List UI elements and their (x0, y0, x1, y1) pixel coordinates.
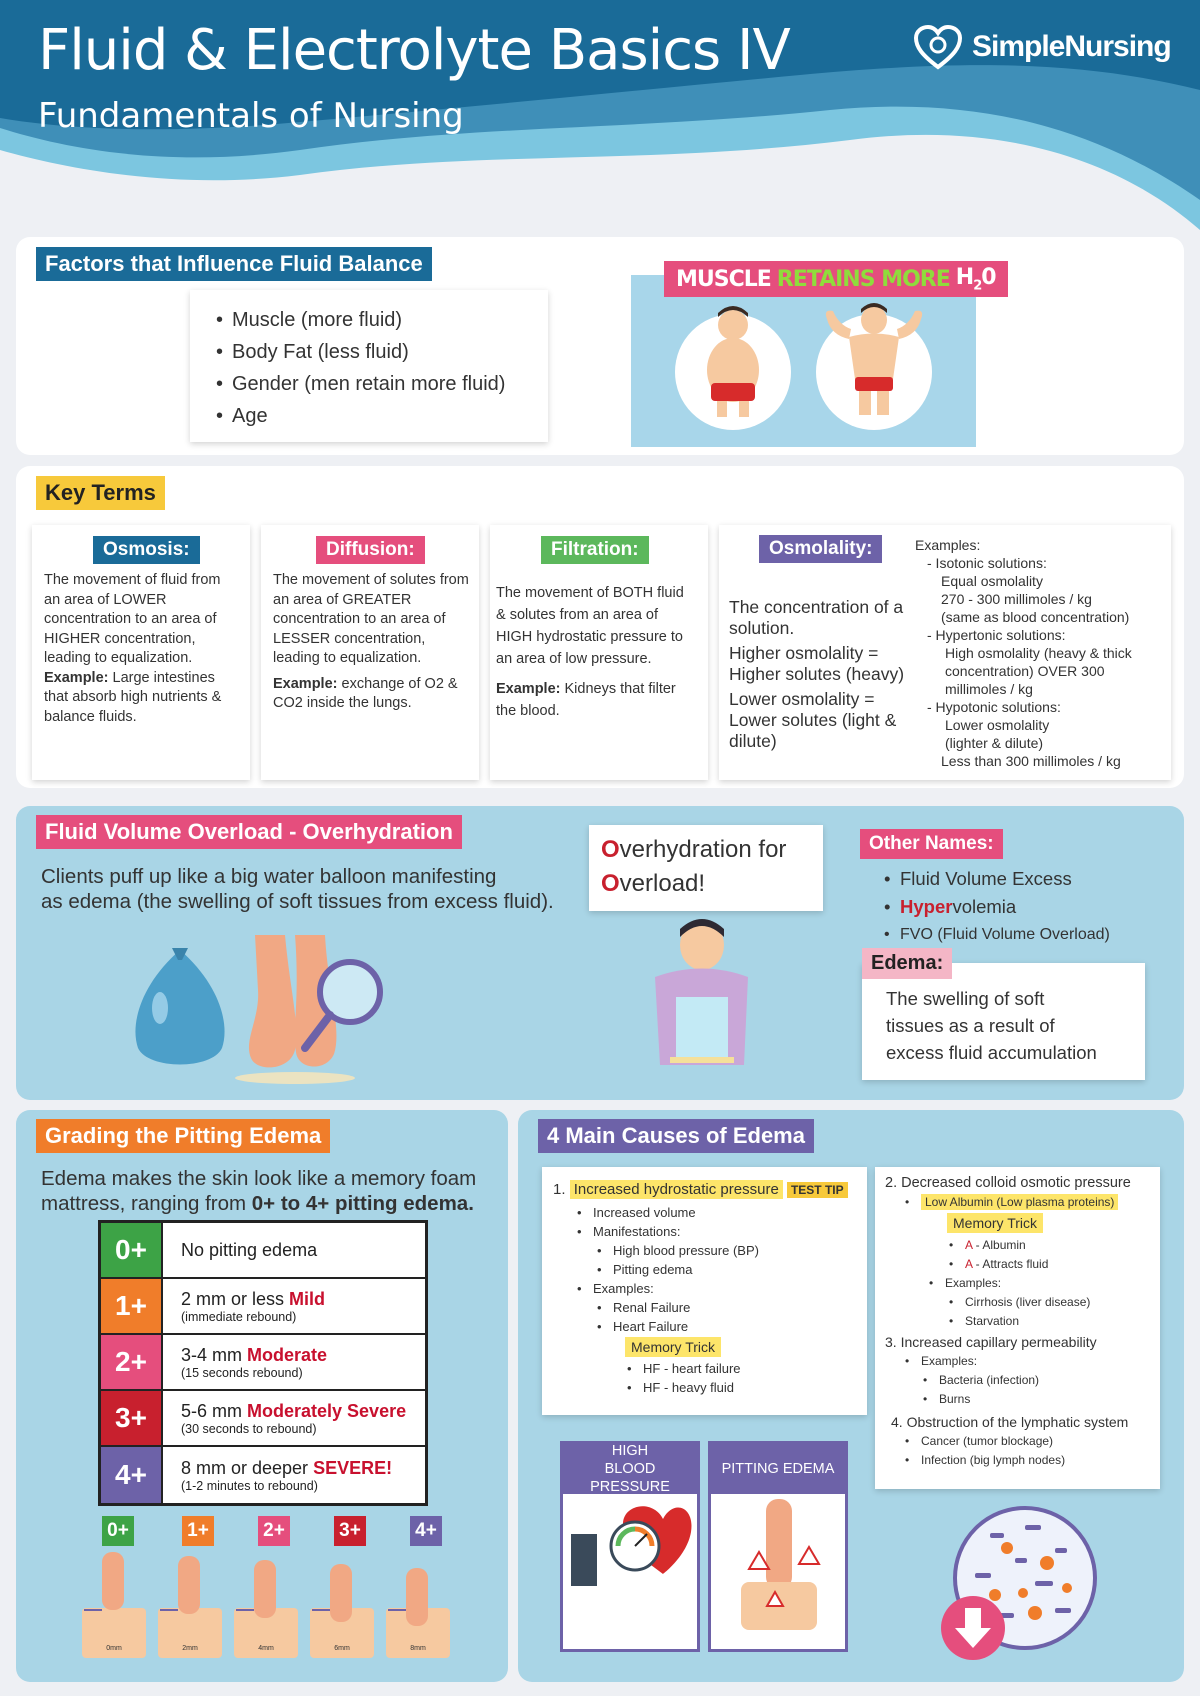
diffusion-example: exchange of O2 & CO2 inside the lungs. (273, 675, 458, 711)
finger-illustration (232, 1516, 300, 1660)
key-terms-heading: Key Terms (36, 476, 165, 510)
trick-text: - Albumin (972, 1238, 1026, 1252)
pitting-finger-illustrations (80, 1516, 460, 1660)
table-row (101, 1447, 425, 1503)
finger-press-icon (308, 1550, 376, 1660)
edema-line: The swelling of soft (886, 988, 1045, 1009)
mnemonic-text: verhydration for (619, 836, 787, 863)
list-item: • Manifestations: (575, 1222, 863, 1241)
edema-line: excess fluid accumulation (886, 1042, 1097, 1063)
osmosis-label: Osmosis: (93, 536, 200, 564)
page-title: Fluid & Electrolyte Basics IV (38, 18, 790, 83)
trick-letter: A (965, 1238, 973, 1252)
high-bp-line: HIGH (611, 1443, 649, 1459)
grade-number: 0+ (101, 1223, 163, 1277)
grade-number: 2+ (101, 1335, 163, 1389)
grade-number: 3+ (101, 1391, 163, 1445)
trick-text: - Attracts fluid (972, 1257, 1049, 1271)
list-item: • HF - heart failure (625, 1359, 863, 1378)
grade-rebound: (immediate rebound) (181, 1309, 297, 1324)
finger-illustration (156, 1516, 224, 1660)
cause-title: Increased capillary permeability (900, 1334, 1097, 1350)
isotonic-label: - Isotonic solutions: (927, 555, 1047, 571)
table-row (101, 1279, 425, 1335)
muscle-illustration (631, 275, 976, 447)
factors-card (190, 290, 548, 442)
low-albumin-item: Low Albumin (Low plasma proteins) (921, 1194, 1118, 1210)
edema-label: Edema: (862, 948, 952, 979)
banner-word-muscle: MUSCLE (676, 266, 771, 292)
cause-title: Decreased colloid osmotic pressure (901, 1175, 1131, 1191)
cause-1 (553, 1180, 863, 1397)
hypertonic-label: - Hypertonic solutions: (927, 627, 1066, 643)
banner-word-h: H (955, 264, 974, 290)
grade-rebound: (1-2 minutes to rebound) (181, 1478, 318, 1493)
page-subtitle: Fundamentals of Nursing (38, 96, 464, 136)
list-item: • Infection (big lymph nodes) (903, 1451, 1157, 1470)
water-balloon-foot-illustration (120, 930, 400, 1090)
osmolality-higher: Higher osmolality = Higher solutes (heavy) (729, 643, 905, 684)
list-item (947, 1236, 1157, 1255)
list-item: • Heart Failure (595, 1317, 863, 1336)
list-item: • Renal Failure (595, 1298, 863, 1317)
filtration-example: Kidneys that filter the blood. (496, 681, 676, 719)
depth-mark-label: 4mm (258, 1645, 274, 1652)
other-names-list (882, 865, 1110, 949)
list-item: • Gender (men retain more fluid) (214, 368, 528, 400)
cause-number: 1. (553, 1181, 566, 1198)
diffusion-label: Diffusion: (316, 536, 425, 564)
other-names-label: Other Names: (860, 829, 1003, 859)
list-item: • Age (214, 400, 528, 432)
list-item: • HF - heavy fluid (625, 1378, 863, 1397)
diffusion-example-label: Example: (273, 675, 338, 692)
osmolality-definition (729, 597, 909, 752)
other-names-body (860, 831, 1145, 953)
mnemonic-text: verload! (619, 870, 706, 897)
grade-text: 8 mm or deeper (181, 1457, 314, 1478)
examples-label: Examples: (915, 537, 981, 553)
factors-list (214, 304, 528, 432)
grading-description (41, 1166, 476, 1216)
finger-press-icon (711, 1494, 845, 1644)
stethoscope-heart-icon (912, 23, 964, 71)
overload-heading: Fluid Volume Overload - Overhydration (36, 815, 462, 849)
grade-badge: 3+ (334, 1516, 366, 1546)
causes-heading: 4 Main Causes of Edema (538, 1119, 814, 1153)
list-item: • Fluid Volume Excess (882, 865, 1110, 893)
grading-desc-line: mattress, ranging from (41, 1192, 252, 1215)
cause-number: 3. (885, 1334, 897, 1350)
high-bp-line: BLOOD PRESSURE (590, 1461, 670, 1495)
grading-desc-line: Edema makes the skin look like a memory foam (41, 1167, 477, 1190)
grade-rebound: (30 seconds to rebound) (181, 1421, 317, 1436)
list-item: • FVO (Fluid Volume Overload) (882, 921, 1110, 949)
grade-number: 4+ (101, 1447, 163, 1503)
hyper-suffix: volemia (952, 896, 1017, 917)
test-tip-badge: TEST TIP (787, 1182, 848, 1198)
grade-badge: 4+ (410, 1516, 442, 1546)
banner-subscript: 2 (973, 278, 982, 294)
header-banner (0, 0, 1200, 220)
finger-press-icon (156, 1550, 224, 1660)
list-item: • High blood pressure (BP) (595, 1241, 863, 1260)
list-item: • Increased volume (575, 1203, 863, 1222)
list-item: • Examples: (927, 1274, 1157, 1293)
list-item (882, 893, 1110, 921)
list-item: • Cancer (tumor blockage) (903, 1432, 1157, 1451)
grade-text: 2 mm or less (181, 1288, 290, 1309)
hyper-prefix: Hyper (900, 896, 953, 917)
list-item: • Pitting edema (595, 1260, 863, 1279)
memory-trick-label: Memory Trick (625, 1337, 721, 1357)
high-bp-label (563, 1444, 697, 1494)
filtration-definition (496, 582, 692, 722)
osmolality-examples (915, 536, 1165, 770)
osmosis-example-label: Example: (44, 669, 109, 686)
diffusion-definition (273, 571, 469, 714)
list-item: • Body Fat (less fluid) (214, 336, 528, 368)
banner-word-retains: RETAINS MORE (776, 266, 950, 292)
finger-illustration (384, 1516, 452, 1660)
overload-desc-line: Clients puff up like a big water balloon manifesting (41, 865, 497, 888)
osmosis-definition (44, 571, 240, 727)
grade-severity: Moderate (247, 1344, 328, 1365)
hypertonic-line: millimoles / kg (945, 681, 1033, 697)
cause-number: 2. (885, 1175, 898, 1191)
cause-number: 4. (891, 1414, 903, 1430)
hypertonic-line: High osmolality (heavy & thick (945, 645, 1132, 661)
filtration-example-label: Example: (496, 681, 561, 697)
osmosis-example: Large intestines that absorb high nutrients & balance fluids. (44, 669, 222, 725)
brand-logo (912, 22, 1171, 72)
finger-press-icon (80, 1550, 148, 1660)
cause-title: Obstruction of the lymphatic system (906, 1414, 1129, 1430)
finger-press-icon (384, 1550, 452, 1660)
list-item: • Examples: (903, 1352, 1157, 1371)
finger-illustration (80, 1516, 148, 1660)
filtration-text: The movement of BOTH fluid & solutes from an area of HIGH hydrostatic pressure to an area of low pressure. (496, 585, 684, 667)
overload-desc-line: as edema (the swelling of soft tissues from excess fluid). (41, 890, 554, 913)
grade-severity: Mild (289, 1288, 326, 1309)
osmosis-text: The movement of fluid from an area of LOWER concentration to an area of HIGHER concentration, leading to equalization. (44, 572, 221, 666)
list-item: • Starvation (947, 1312, 1157, 1331)
grading-heading: Grading the Pitting Edema (36, 1119, 330, 1153)
hypertonic-line: concentration) OVER 300 (945, 663, 1105, 679)
depth-mark-label: 0mm (106, 1645, 122, 1652)
cause-title: Increased hydrostatic pressure (570, 1180, 783, 1199)
grade-severity: Moderately Severe (247, 1400, 407, 1421)
grade-text: 3-4 mm (181, 1344, 248, 1365)
list-item: • Bacteria (infection) (921, 1371, 1157, 1390)
grade-number: 1+ (101, 1279, 163, 1333)
high-bp-illustration (560, 1441, 700, 1652)
isotonic-line: (same as blood concentration) (941, 609, 1130, 625)
hypotonic-line: Lower osmolality (945, 717, 1050, 733)
memory-trick-label: Memory Trick (947, 1213, 1043, 1233)
finger-press-icon (232, 1550, 300, 1660)
depth-mark-label: 8mm (410, 1645, 426, 1652)
hypotonic-label: - Hypotonic solutions: (927, 699, 1061, 715)
heart-gauge-icon (563, 1494, 697, 1644)
mnemonic-letter: O (601, 870, 620, 897)
swollen-person-illustration (640, 915, 760, 1075)
edema-line: tissues as a result of (886, 1015, 1055, 1036)
muscle-vs-fat-illustration (631, 275, 976, 447)
brand-name: SimpleNursing (972, 30, 1171, 63)
osmolality-lower: Lower osmolality = Lower solutes (light & dilute) (729, 689, 897, 751)
overhydration-mnemonic (589, 825, 823, 911)
filtration-label: Filtration: (541, 536, 649, 564)
table-row (101, 1223, 425, 1279)
pitting-edema-label: PITTING EDEMA (711, 1444, 845, 1494)
table-row (101, 1335, 425, 1391)
isotonic-line: Equal osmolality (941, 573, 1043, 589)
grade-badge: 0+ (102, 1516, 134, 1546)
grade-badge: 2+ (258, 1516, 290, 1546)
grading-table (98, 1220, 428, 1506)
causes-2-4 (885, 1174, 1157, 1470)
list-item: • Cirrhosis (liver disease) (947, 1293, 1157, 1312)
grade-text: 5-6 mm (181, 1400, 248, 1421)
grade-badge: 1+ (182, 1516, 214, 1546)
banner-word-o: 0 (981, 264, 996, 290)
grade-rebound: (15 seconds rebound) (181, 1365, 303, 1380)
grading-range: 0+ to 4+ pitting edema. (251, 1192, 474, 1215)
hypotonic-line: Less than 300 millimoles / kg (941, 753, 1121, 769)
mnemonic-letter: O (601, 836, 620, 863)
list-item: • Examples: (575, 1279, 863, 1298)
grade-text: No pitting edema (181, 1239, 318, 1260)
list-item (947, 1255, 1157, 1274)
isotonic-line: 270 - 300 millimoles / kg (941, 591, 1092, 607)
diffusion-text: The movement of solutes from an area of GREATER concentration to an area of LESSER concentration, leading to equalization. (273, 572, 469, 666)
grade-severity: SEVERE! (313, 1457, 393, 1478)
finger-illustration (308, 1516, 376, 1660)
pitting-edema-illustration (708, 1441, 848, 1652)
edema-definition (886, 985, 1097, 1066)
factors-heading: Factors that Influence Fluid Balance (36, 247, 432, 281)
overload-description (41, 864, 554, 914)
list-item: • Burns (921, 1390, 1157, 1409)
depth-mark-label: 2mm (182, 1645, 198, 1652)
depth-mark-label: 6mm (334, 1645, 350, 1652)
lymphatic-blockage-icon (935, 1503, 1100, 1668)
table-row (101, 1391, 425, 1447)
list-item: • Muscle (more fluid) (214, 304, 528, 336)
trick-letter: A (965, 1257, 973, 1271)
muscle-banner (664, 261, 1008, 297)
hypotonic-line: (lighter & dilute) (945, 735, 1044, 751)
osmolality-def: The concentration of a solution. (729, 597, 904, 638)
osmolality-label: Osmolality: (759, 535, 882, 563)
